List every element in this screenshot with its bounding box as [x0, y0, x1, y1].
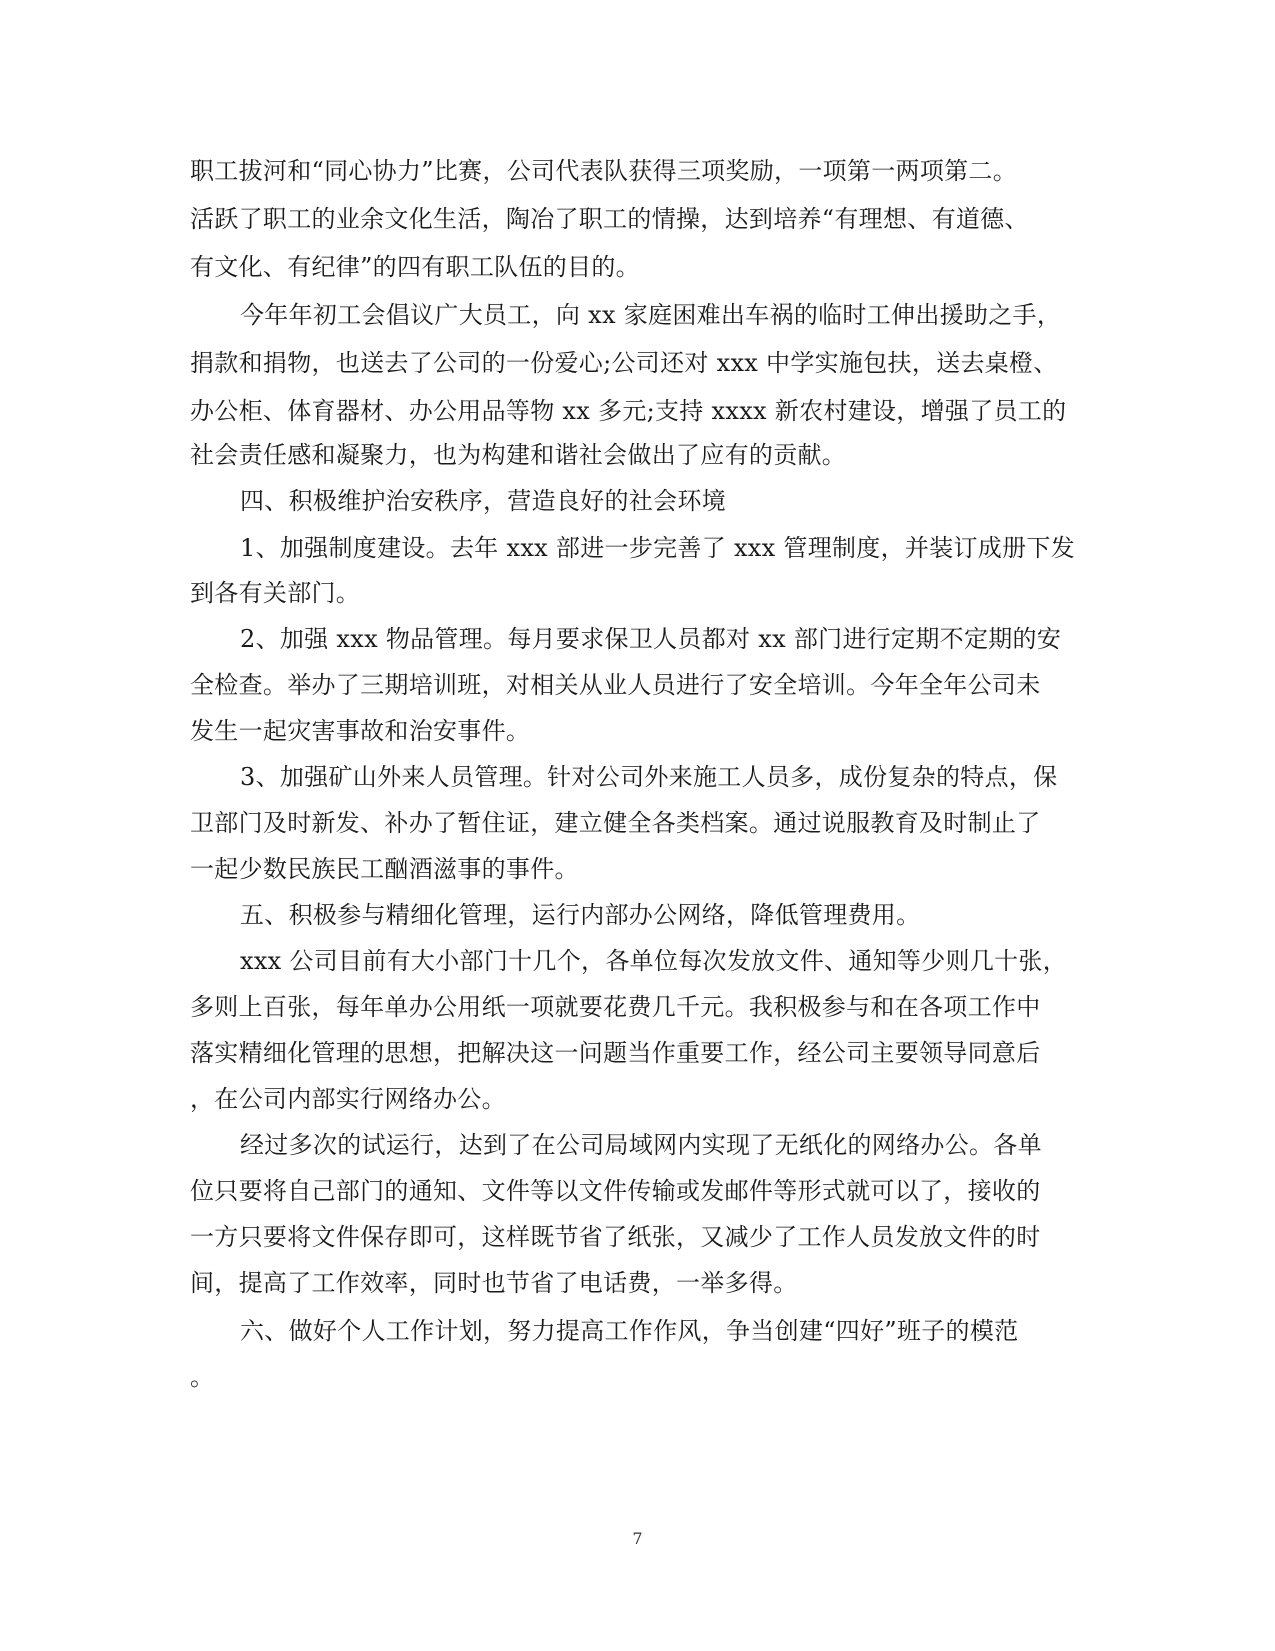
section-heading: 五、积极参与精细化管理，运行内部办公网络，降低管理费用。: [240, 901, 921, 929]
text-line: 职工拔河和“同心协力”比赛，公司代表队获得三项奖励，一项第一两项第二。: [190, 157, 1018, 185]
text-line: 今年年初工会倡议广大员工，向 xx 家庭困难出车祸的临时工伸出援助之手，: [240, 301, 1062, 329]
text-line: 一起少数民族民工酗酒滋事的事件。: [190, 855, 579, 883]
text-line: ，在公司内部实行网络办公。: [190, 1085, 506, 1113]
text-line: 捐款和捐物，也送去了公司的一份爱心;公司还对 xxx 中学实施包扶，送去桌橙、: [190, 349, 1058, 377]
text-line: 。: [190, 1363, 215, 1391]
text-line: 办公柜、体育器材、办公用品等物 xx 多元;支持 xxxx 新农村建设，增强了员工的: [190, 397, 1067, 425]
text-line: 卫部门及时新发、补办了暂住证，建立健全各类档案。通过说服教育及时制止了: [190, 809, 1041, 837]
text-line: 经过多次的试运行，达到了在公司局域网内实现了无纸化的网络办公。各单: [240, 1131, 1042, 1159]
text-line: 有文化、有纪律”的四有职工队伍的目的。: [190, 253, 640, 281]
text-line: 活跃了职工的业余文化生活，陶冶了职工的情操，达到培养“有理想、有道德、: [190, 205, 1029, 233]
text-line: 发生一起灾害事故和治安事件。: [190, 717, 531, 745]
section-heading: 六、做好个人工作计划，努力提高工作作风，争当创建“四好”班子的模范: [240, 1317, 1019, 1345]
section-heading: 四、积极维护治安秩序，营造良好的社会环境: [240, 487, 726, 515]
text-line: 落实精细化管理的思想，把解决这一问题当作重要工作，经公司主要领导同意后: [190, 1039, 1041, 1067]
page-number: 7: [632, 1529, 643, 1548]
text-line: 2、加强 xxx 物品管理。每月要求保卫人员都对 xx 部门进行定期不定期的安: [240, 625, 1062, 653]
text-line: 间，提高了工作效率，同时也节省了电话费，一举多得。: [190, 1269, 798, 1297]
text-line: 位只要将自己部门的通知、文件等以文件传输或发邮件等形式就可以了，接收的: [190, 1177, 1041, 1205]
text-line: 到各有关部门。: [190, 579, 361, 607]
text-line: 一方只要将文件保存即可，这样既节省了纸张，又减少了工作人员发放文件的时: [190, 1223, 1041, 1251]
text-line: 社会责任感和凝聚力，也为构建和谐社会做出了应有的贡献。: [190, 441, 847, 469]
text-line: 1、加强制度建设。去年 xxx 部进一步完善了 xxx 管理制度，并装订成册下发: [240, 534, 1075, 562]
text-line: 3、加强矿山外来人员管理。针对公司外来施工人员多，成份复杂的特点，保: [240, 763, 1058, 791]
text-line: xxx 公司目前有大小部门十几个，各单位每次发放文件、通知等少则几十张，: [240, 947, 1068, 975]
text-line: 全检查。举办了三期培训班，对相关从业人员进行了安全培训。今年全年公司未: [190, 671, 1041, 699]
text-line: 多则上百张，每年单办公用纸一项就要花费几千元。我积极参与和在各项工作中: [190, 993, 1041, 1021]
